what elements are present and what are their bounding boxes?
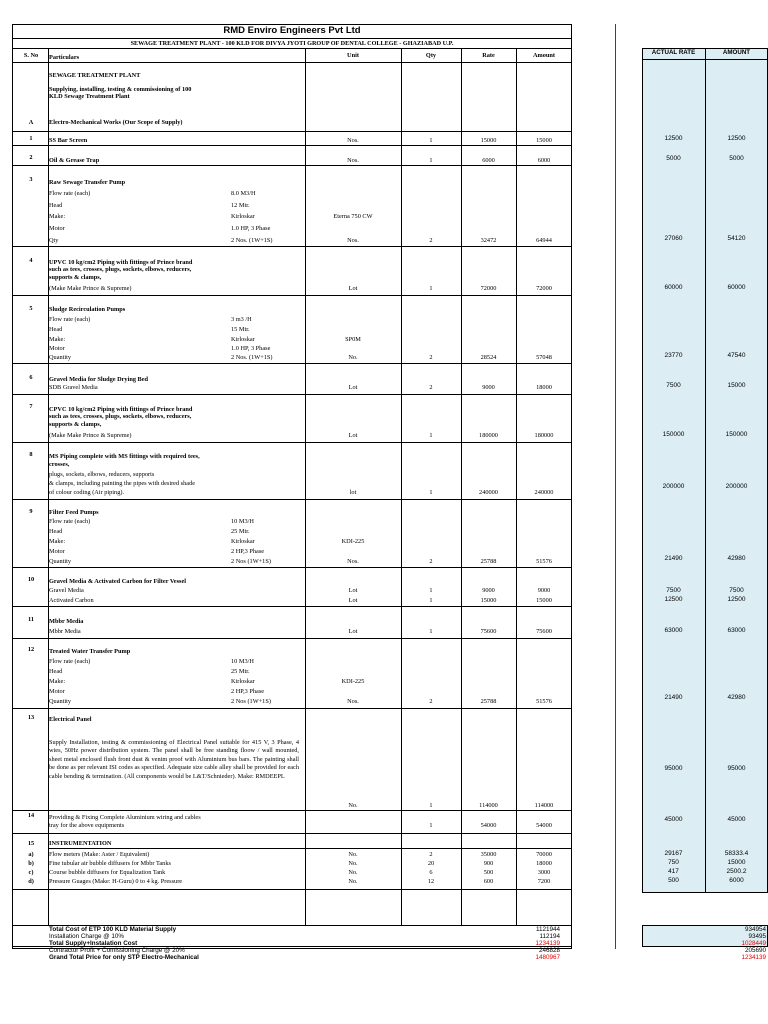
instr-amount: 3000 [537,869,551,876]
item-amount: 51576 [536,698,552,705]
item-rate: 6000 [482,157,495,164]
instr-name: Pressure Guages (Make: H-Guru) 0 to 4 kg. Pressure [49,878,183,885]
item-sno: 7 [29,403,33,410]
actual-amount: 12500 [727,135,746,142]
spec-label: Quantity [49,354,72,361]
item-name: SS Bar Screen [49,137,88,144]
divider [48,848,572,849]
item-rate: 114000 [479,802,498,809]
item-name: Mbbr Media [49,618,84,625]
item-sno: 11 [28,616,34,623]
column-divider [305,49,306,925]
company-title: RMD Enviro Engineers Pvt Ltd [223,25,361,36]
item-amount: 180000 [534,432,554,439]
item-unit: Nos. [347,237,359,244]
section-sno: A [28,119,34,126]
divider [12,499,572,500]
spec-value: 2 Nos. (1W+1S) [231,237,273,244]
item-desc: (Make Make Prince & Supreme) [49,432,132,439]
spec-label: Make: [49,678,66,685]
actual-amount: 7500 [729,587,744,594]
item-name: Oil & Grease Trap [49,157,100,164]
divider [12,810,572,811]
item-description: Supply Installation, testing & commissioning of Electrical Panel suitable for 415 V, 3 Phase, 4 wies, 50Hz power distribution system. The panel shall be free standing floow / wall mounted, sheet metal enclosed flush front dust & venim proof with Aluminium bus bars. The painting shall be done as per relevant ISI codes as specified. Adequate size cable alley shall be provided for each cable bending & termination. (All components would be L&T/Schnieder). Make: RMDEEPL [49,739,299,780]
item-unit: Lot [348,432,358,439]
item-sno: 15 [27,840,35,847]
actual-rate: 23770 [664,352,683,359]
spec-label: Flow rate (each) [49,190,91,197]
item-name: INSTRUMENTATION [49,840,112,847]
item-amount: 114000 [534,802,554,809]
spec-label: Qty [49,237,59,244]
spec-label: Head [49,668,63,675]
divider [12,246,572,247]
summary-label: Total Cost of ETP 100 KLD Material Supply [49,926,177,933]
item-rate: 9000 [482,587,495,594]
spec-value: 1.0 HP, 3 Phase [231,345,271,352]
item-desc: Gravel Media [49,587,84,594]
summary-value: 246828 [538,947,560,954]
item-desc: & clamps, including painting the pipes with desired shade [49,480,196,487]
instr-sno: b) [28,860,34,867]
actual-amount: 15000 [727,382,746,389]
item-unit: lot [349,489,357,496]
item-sno: 13 [27,714,35,721]
item-desc: Activated Carbon [49,597,94,604]
actual-rate: 95000 [664,765,683,772]
actual-rate: 150000 [662,431,685,438]
instr-unit: No. [348,860,358,867]
instr-qty: 20 [427,860,435,867]
spec-value: 3 m3 /H [231,316,252,323]
item-qty: 2 [429,354,433,361]
actual-amount: 42980 [727,555,746,562]
item-unit: Nos. [347,137,359,144]
spec-value: 12 Mtr. [231,202,250,209]
actual-rate: 12500 [664,596,683,603]
column-divider [516,49,517,925]
actual-rate: 7500 [666,587,681,594]
header-sno: S. No [23,52,39,59]
item-desc: crosses, [49,461,70,468]
spec-value: 25 Mtr. [231,668,250,675]
item-name: Electrical Panel [49,716,92,723]
intro-title: SEWAGE TREATMENT PLANT [49,72,141,79]
summary-label: Total Supply+Instalation Cost [49,940,138,947]
actual-amount: 54120 [727,235,746,242]
actual-rate: 200000 [662,483,685,490]
item-rate: 15000 [480,597,497,604]
item-desc: supports & clamps, [49,421,102,428]
summary-actual: 1028449 [741,940,766,947]
item-sno: 2 [29,154,33,161]
actual-amount: 15000 [727,859,746,866]
summary-actual: 93495 [748,933,766,940]
instr-qty: 6 [429,869,433,876]
item-rate: 15000 [480,137,497,144]
instr-sno: d) [28,878,34,885]
item-rate: 240000 [479,489,498,496]
spec-label: Motor [49,688,65,695]
item-qty: 1 [429,628,433,635]
spec-value: 10 M3/H [231,658,254,665]
item-amount: 57048 [536,354,552,361]
spec-model: SP0M [345,336,361,343]
instr-rate: 900 [483,860,494,867]
document-subtitle: SEWAGE TREATMENT PLANT - 100 KLD FOR DIVYA JYOTI GROUP OF DENTAL COLLEGE - GHAZIABAD U.P. [130,40,454,47]
item-rate: 25788 [480,558,497,565]
item-qty: 2 [429,237,433,244]
instr-rate: 35000 [480,851,497,858]
spec-label: Make: [49,213,66,220]
instr-unit: No. [348,869,358,876]
item-amount: 240000 [534,489,554,496]
item-unit: Lot [348,628,358,635]
item-unit: Lot [348,285,358,292]
spec-label: Motor [49,548,65,555]
item-unit: Nos. [347,558,359,565]
actual-rate: 5000 [666,155,681,162]
actual-amount: 95000 [727,765,746,772]
divider [12,363,572,364]
summary-label: Installation Charge @ 10% [49,933,125,940]
header-unit: Unit [347,52,359,59]
item-amount: 64944 [536,237,552,244]
item-sno: 9 [29,508,33,515]
instr-qty: 12 [427,878,435,885]
header-actual-amount: AMOUNT [722,49,751,56]
divider [642,59,768,60]
actual-rate: 750 [668,859,679,866]
item-name: Raw Sewage Transfer Pump [49,179,126,186]
item-rate: 25788 [480,698,497,705]
instr-name: Fine tubular air bubble diffusers for Mbbr Tanks [49,860,171,867]
spec-label: Flow rate (each) [49,316,91,323]
instr-rate: 600 [483,878,494,885]
summary-value: 1121944 [535,926,560,933]
item-amount: 15000 [536,597,552,604]
spec-model: Eterna 750 CW [333,213,373,220]
item-desc: (Make Make Prince & Supreme) [49,285,132,292]
instr-sno: c) [28,869,34,876]
item-amount: 54000 [536,822,552,829]
spec-label: Head [49,202,63,209]
item-rate: 9000 [482,384,495,391]
item-desc: Providing & Fixing Complete Aluminium wiring and cables [49,814,201,821]
divider [12,48,572,49]
spec-value: 2 Nos (1W+1S) [231,698,271,705]
header-qty: Qty [425,52,437,59]
actual-rate: 21490 [664,555,683,562]
item-desc: tray for the above equipments [49,822,125,829]
spec-value: Kirloskar [231,678,255,685]
spec-label: Flow rate (each) [49,658,91,665]
actual-rate: 63000 [664,627,683,634]
spec-value: 2 Nos (1W+1S) [231,558,271,565]
item-desc: such as tees, crosses, plugs, sockets, elbows, reducers, [49,266,192,273]
item-unit: No. [348,802,358,809]
instr-unit: No. [348,851,358,858]
item-qty: 2 [429,698,433,705]
item-unit: Nos. [347,157,359,164]
item-sno: 5 [29,305,33,312]
item-desc: plugs, sockets, elbows, reducers, supports [49,471,155,478]
summary-actual: 1234139 [741,954,766,961]
section-title: Electro-Mechanical Works (Our Scope of Supply) [49,119,183,126]
instr-sno: a) [28,851,34,858]
item-sno: 6 [29,374,33,381]
actual-amount: 58333.4 [724,850,749,857]
spec-label: Flow rate (each) [49,518,91,525]
item-qty: 2 [429,384,433,391]
divider [12,131,572,132]
spec-value: 1.0 HP, 3 Phase [231,225,271,232]
item-qty: 1 [429,489,433,496]
divider [12,442,572,443]
divider [12,889,572,890]
item-sno: 14 [27,812,35,819]
divider [12,606,572,607]
item-qty: 1 [429,802,433,809]
spec-label: Make: [49,336,66,343]
item-desc: MS Piping complete with MS fittings with required tees, [49,453,200,460]
item-unit: Lot [348,384,358,391]
item-unit: No. [348,354,358,361]
item-sno: 3 [29,176,33,183]
actual-amount: 12500 [727,596,746,603]
actual-rate: 417 [668,868,679,875]
actual-rate: 12500 [664,135,683,142]
spec-value: 2 HP,3 Phase [231,688,265,695]
instr-name: Flow meters (Make: Aster / Equivalent) [49,851,150,858]
actual-rate: 27060 [664,235,683,242]
item-sno: 8 [29,451,33,458]
item-rate: 54000 [480,822,497,829]
item-qty: 1 [429,285,433,292]
item-sno: 1 [29,135,33,142]
item-qty: 2 [429,558,433,565]
divider [12,295,572,296]
spec-value: 8.0 M3/H [231,190,256,197]
header-amount: Amount [532,52,556,59]
summary-label: Contractor Profit + Comissioning Charge @ 20% [49,947,185,954]
divider [12,394,572,395]
item-amount: 72000 [536,285,552,292]
item-unit: Lot [348,587,358,594]
spec-value: Kirloskar [231,538,255,545]
actual-amount: 5000 [729,155,744,162]
instr-amount: 18000 [536,860,552,867]
item-name: Sludge Recirculation Pumps [49,306,126,313]
item-desc: Mbbr Media [49,628,81,635]
item-qty: 1 [429,822,433,829]
spec-label: Quantity [49,558,72,565]
actual-rate: 500 [668,877,679,884]
item-qty: 1 [429,137,433,144]
spec-model: KDI-225 [341,538,365,545]
spec-value: 2 HP,3 Phase [231,548,265,555]
instr-amount: 7200 [537,878,551,885]
item-name: Gravel Media & Activated Carbon for Filter Vessel [49,578,187,585]
item-sno: 12 [27,646,35,653]
item-rate: 72000 [480,285,497,292]
divider [12,38,572,39]
item-amount: 15000 [536,137,552,144]
spec-label: Motor [49,225,65,232]
actual-rate: 29167 [664,850,683,857]
item-sno: 4 [29,257,33,264]
column-divider [401,49,402,925]
item-rate: 28524 [480,354,497,361]
divider [12,145,572,146]
actual-rate: 45000 [664,816,683,823]
summary-value: 112194 [539,933,560,940]
spec-value: 10 M3/H [231,518,254,525]
instr-amount: 70000 [536,851,552,858]
divider [12,833,572,834]
item-qty: 1 [429,587,433,594]
item-amount: 75600 [536,628,552,635]
item-desc: SDB Gravel Media [49,384,98,391]
summary-actual: 205690 [744,947,766,954]
actual-amount: 2500.2 [726,868,747,875]
header-actual-rate: ACTUAL RATE [651,49,696,56]
red-margin-line [615,24,616,949]
actual-rate: 7500 [666,382,681,389]
spec-value: Kirloskar [231,336,255,343]
actual-amount: 200000 [725,483,748,490]
item-rate: 32472 [480,237,497,244]
divider [12,62,572,63]
spec-value: 15 Mtr. [231,326,250,333]
actual-rate: 60000 [664,284,683,291]
item-rate: 75600 [480,628,497,635]
spec-label: Head [49,528,63,535]
actual-amount: 6000 [729,877,744,884]
spec-label: Quantity [49,698,72,705]
instr-rate: 500 [483,869,494,876]
item-qty: 1 [429,597,433,604]
actual-amount: 42980 [727,694,746,701]
item-qty: 1 [429,432,433,439]
divider [12,708,572,709]
item-qty: 1 [429,157,433,164]
column-divider [461,49,462,925]
summary-actual: 934954 [744,926,766,933]
summary-value: 1234139 [535,940,560,947]
actual-amount: 45000 [727,816,746,823]
divider [12,165,572,166]
actual-amount: 63000 [727,627,746,634]
item-sno: 10 [27,576,35,583]
item-desc: UPVC 10 kg/cm2 Piping with fittings of Prince brand [49,259,193,266]
item-unit: Nos. [347,698,359,705]
divider [12,638,572,639]
spec-label: Make: [49,538,66,545]
item-desc: CPVC 10 kg/cm2 Piping with fittings of Prince brand [49,406,193,413]
actual-rate: 21490 [664,694,683,701]
item-name: Treated Water Transfer Pump [49,648,131,655]
summary-value: 1480967 [535,954,560,961]
spec-value: 25 Mtr. [231,528,250,535]
item-desc: supports & clamps, [49,274,102,281]
item-amount: 6000 [537,157,551,164]
item-amount: 9000 [537,587,551,594]
spec-label: Motor [49,345,65,352]
item-name: Gravel Media for Sludge Drying Bed [49,376,149,383]
intro-desc: KLD Sewage Treatment Plant [49,93,130,100]
spec-label: Head [49,326,63,333]
item-rate: 180000 [479,432,498,439]
instr-qty: 2 [429,851,433,858]
item-amount: 18000 [536,384,552,391]
item-name: Filter Feed Pumps [49,509,99,516]
item-desc: such as tees, crosses, plugs, sockets, elbows, reducers, [49,413,192,420]
header-rate: Rate [482,52,495,59]
item-desc: of colour coding (Air piping). [49,489,125,496]
item-amount: 51576 [536,558,552,565]
actual-amount: 47540 [727,352,746,359]
instr-name: Course bubble diffusers for Equalization Tank [49,869,166,876]
instr-unit: No. [348,878,358,885]
actual-amount: 150000 [725,431,748,438]
spec-model: KDI-225 [341,678,365,685]
intro-desc: Supplying, installing, testing & commissioning of 100 [49,86,192,93]
actual-amount: 60000 [727,284,746,291]
summary-label: Grand Total Price for only STP Electro-Mechanical [49,954,199,961]
item-unit: Lot [348,597,358,604]
spec-value: Kirloskar [231,213,255,220]
divider [12,567,572,568]
spec-value: 2 Nos. (1W+1S) [231,354,273,361]
header-particulars: Particulars [49,54,80,61]
